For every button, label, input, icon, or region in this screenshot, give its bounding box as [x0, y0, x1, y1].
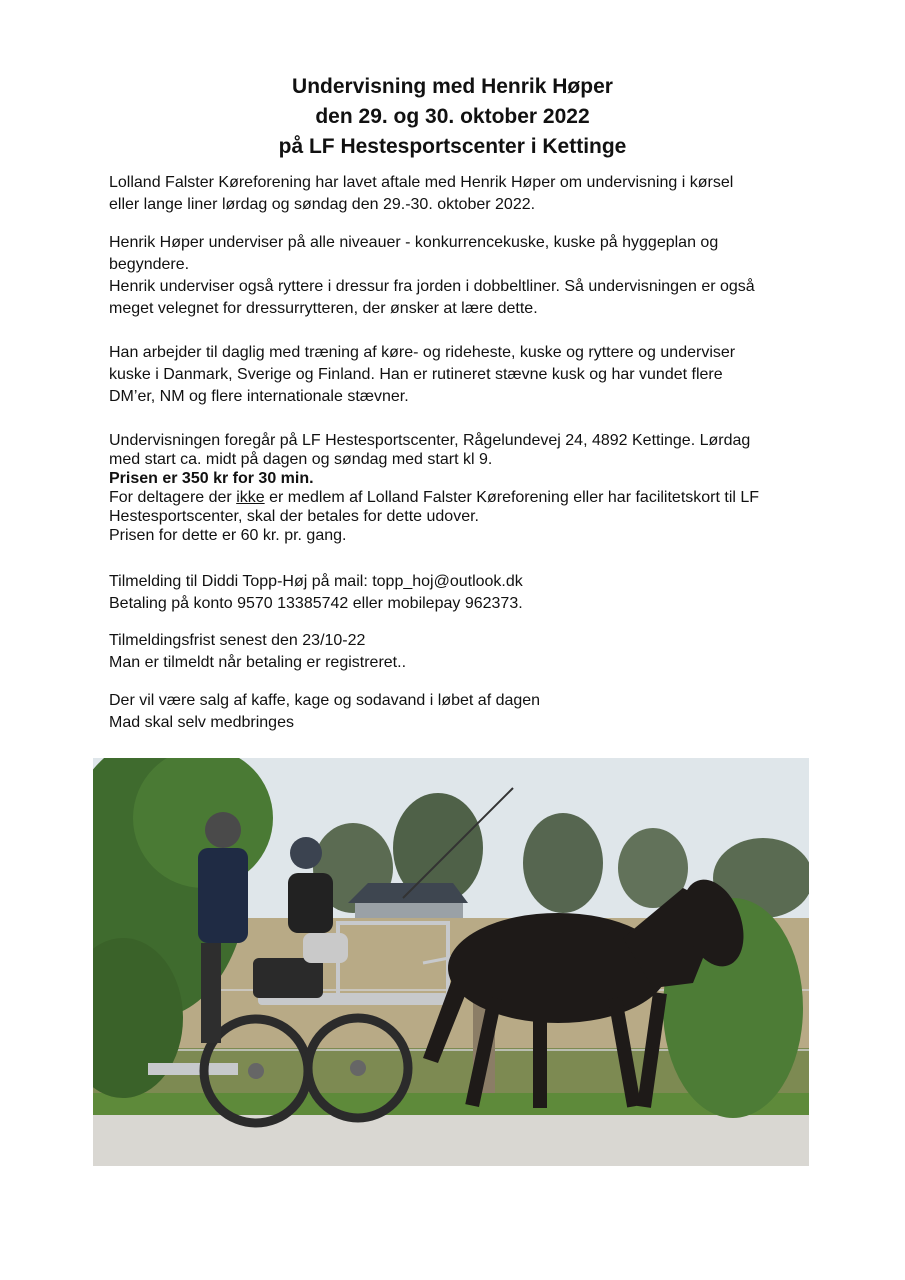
experience-paragraph	[109, 342, 799, 408]
experience-line-1: Han arbejder til daglig med træning af køre- og rideheste, kuske og ryttere og underviser	[109, 344, 736, 361]
levels-line-2: begyndere.	[109, 256, 190, 273]
document-title	[0, 72, 905, 162]
food-line-2: Mad skal selv medbringes	[109, 714, 294, 731]
nonmember-pre: For deltagere der	[109, 489, 237, 506]
intro-paragraph	[109, 172, 799, 216]
price-text: Prisen er 350 kr for 30 min.	[109, 470, 314, 487]
signup-paragraph	[109, 571, 799, 615]
venue-paragraph	[109, 431, 799, 545]
venue-line-2: med start ca. midt på dagen og søndag med start kl 9.	[109, 451, 493, 468]
horse-carriage-photo	[93, 758, 809, 1166]
signup-line-1: Tilmelding til Diddi Topp-Høj på mail: topp_hoj@outlook.dk	[109, 573, 523, 590]
levels-line-1: Henrik Høper underviser på alle niveauer - konkurrencekuske, kuske på hyggeplan og	[109, 234, 719, 251]
experience-line-3: DM’er, NM og flere internationale stævner.	[109, 388, 409, 405]
food-paragraph	[109, 690, 799, 734]
deadline-line-2: Man er tilmeldt når betaling er registreret..	[109, 654, 407, 671]
nonmember-underlined: ikke	[236, 489, 265, 506]
nonmember-line-1	[109, 488, 799, 507]
deadline-line-1: Tilmeldingsfrist senest den 23/10-22	[109, 632, 366, 649]
intro-line-2: eller lange liner lørdag og søndag den 29.-30. oktober 2022.	[109, 196, 536, 213]
levels-line-3: Henrik underviser også ryttere i dressur fra jorden i dobbeltliner. Så undervisningen er også	[109, 278, 755, 295]
venue-line-1: Undervisningen foregår på LF Hestesportscenter, Rågelundevej 24, 4892 Kettinge. Lørdag	[109, 432, 751, 449]
levels-line-4: meget velegnet for dressurrytteren, der ønsker at lære dette.	[109, 300, 538, 317]
levels-paragraph	[109, 232, 799, 320]
title-line-1: Undervisning med Henrik Høper	[292, 75, 613, 98]
title-line-2: den 29. og 30. oktober 2022	[315, 105, 590, 128]
experience-line-2: kuske i Danmark, Sverige og Finland. Han er rutineret stævne kusk og har vundet flere	[109, 366, 723, 383]
nonmember-post: er medlem af Lolland Falster Køreforening eller har facilitetskort til LF	[264, 489, 760, 506]
extra-price-text: Prisen for dette er 60 kr. pr. gang.	[109, 527, 347, 544]
deadline-paragraph	[109, 630, 799, 674]
food-line-1: Der vil være salg af kaffe, kage og sodavand i løbet af dagen	[109, 692, 541, 709]
nonmember-line-2: Hestesportscenter, skal der betales for dette udover.	[109, 508, 479, 525]
intro-line-1: Lolland Falster Køreforening har lavet aftale med Henrik Høper om undervisning i kørsel	[109, 174, 734, 191]
title-line-3: på LF Hestesportscenter i Kettinge	[278, 135, 627, 158]
signup-line-2: Betaling på konto 9570 13385742 eller mobilepay 962373.	[109, 595, 523, 612]
